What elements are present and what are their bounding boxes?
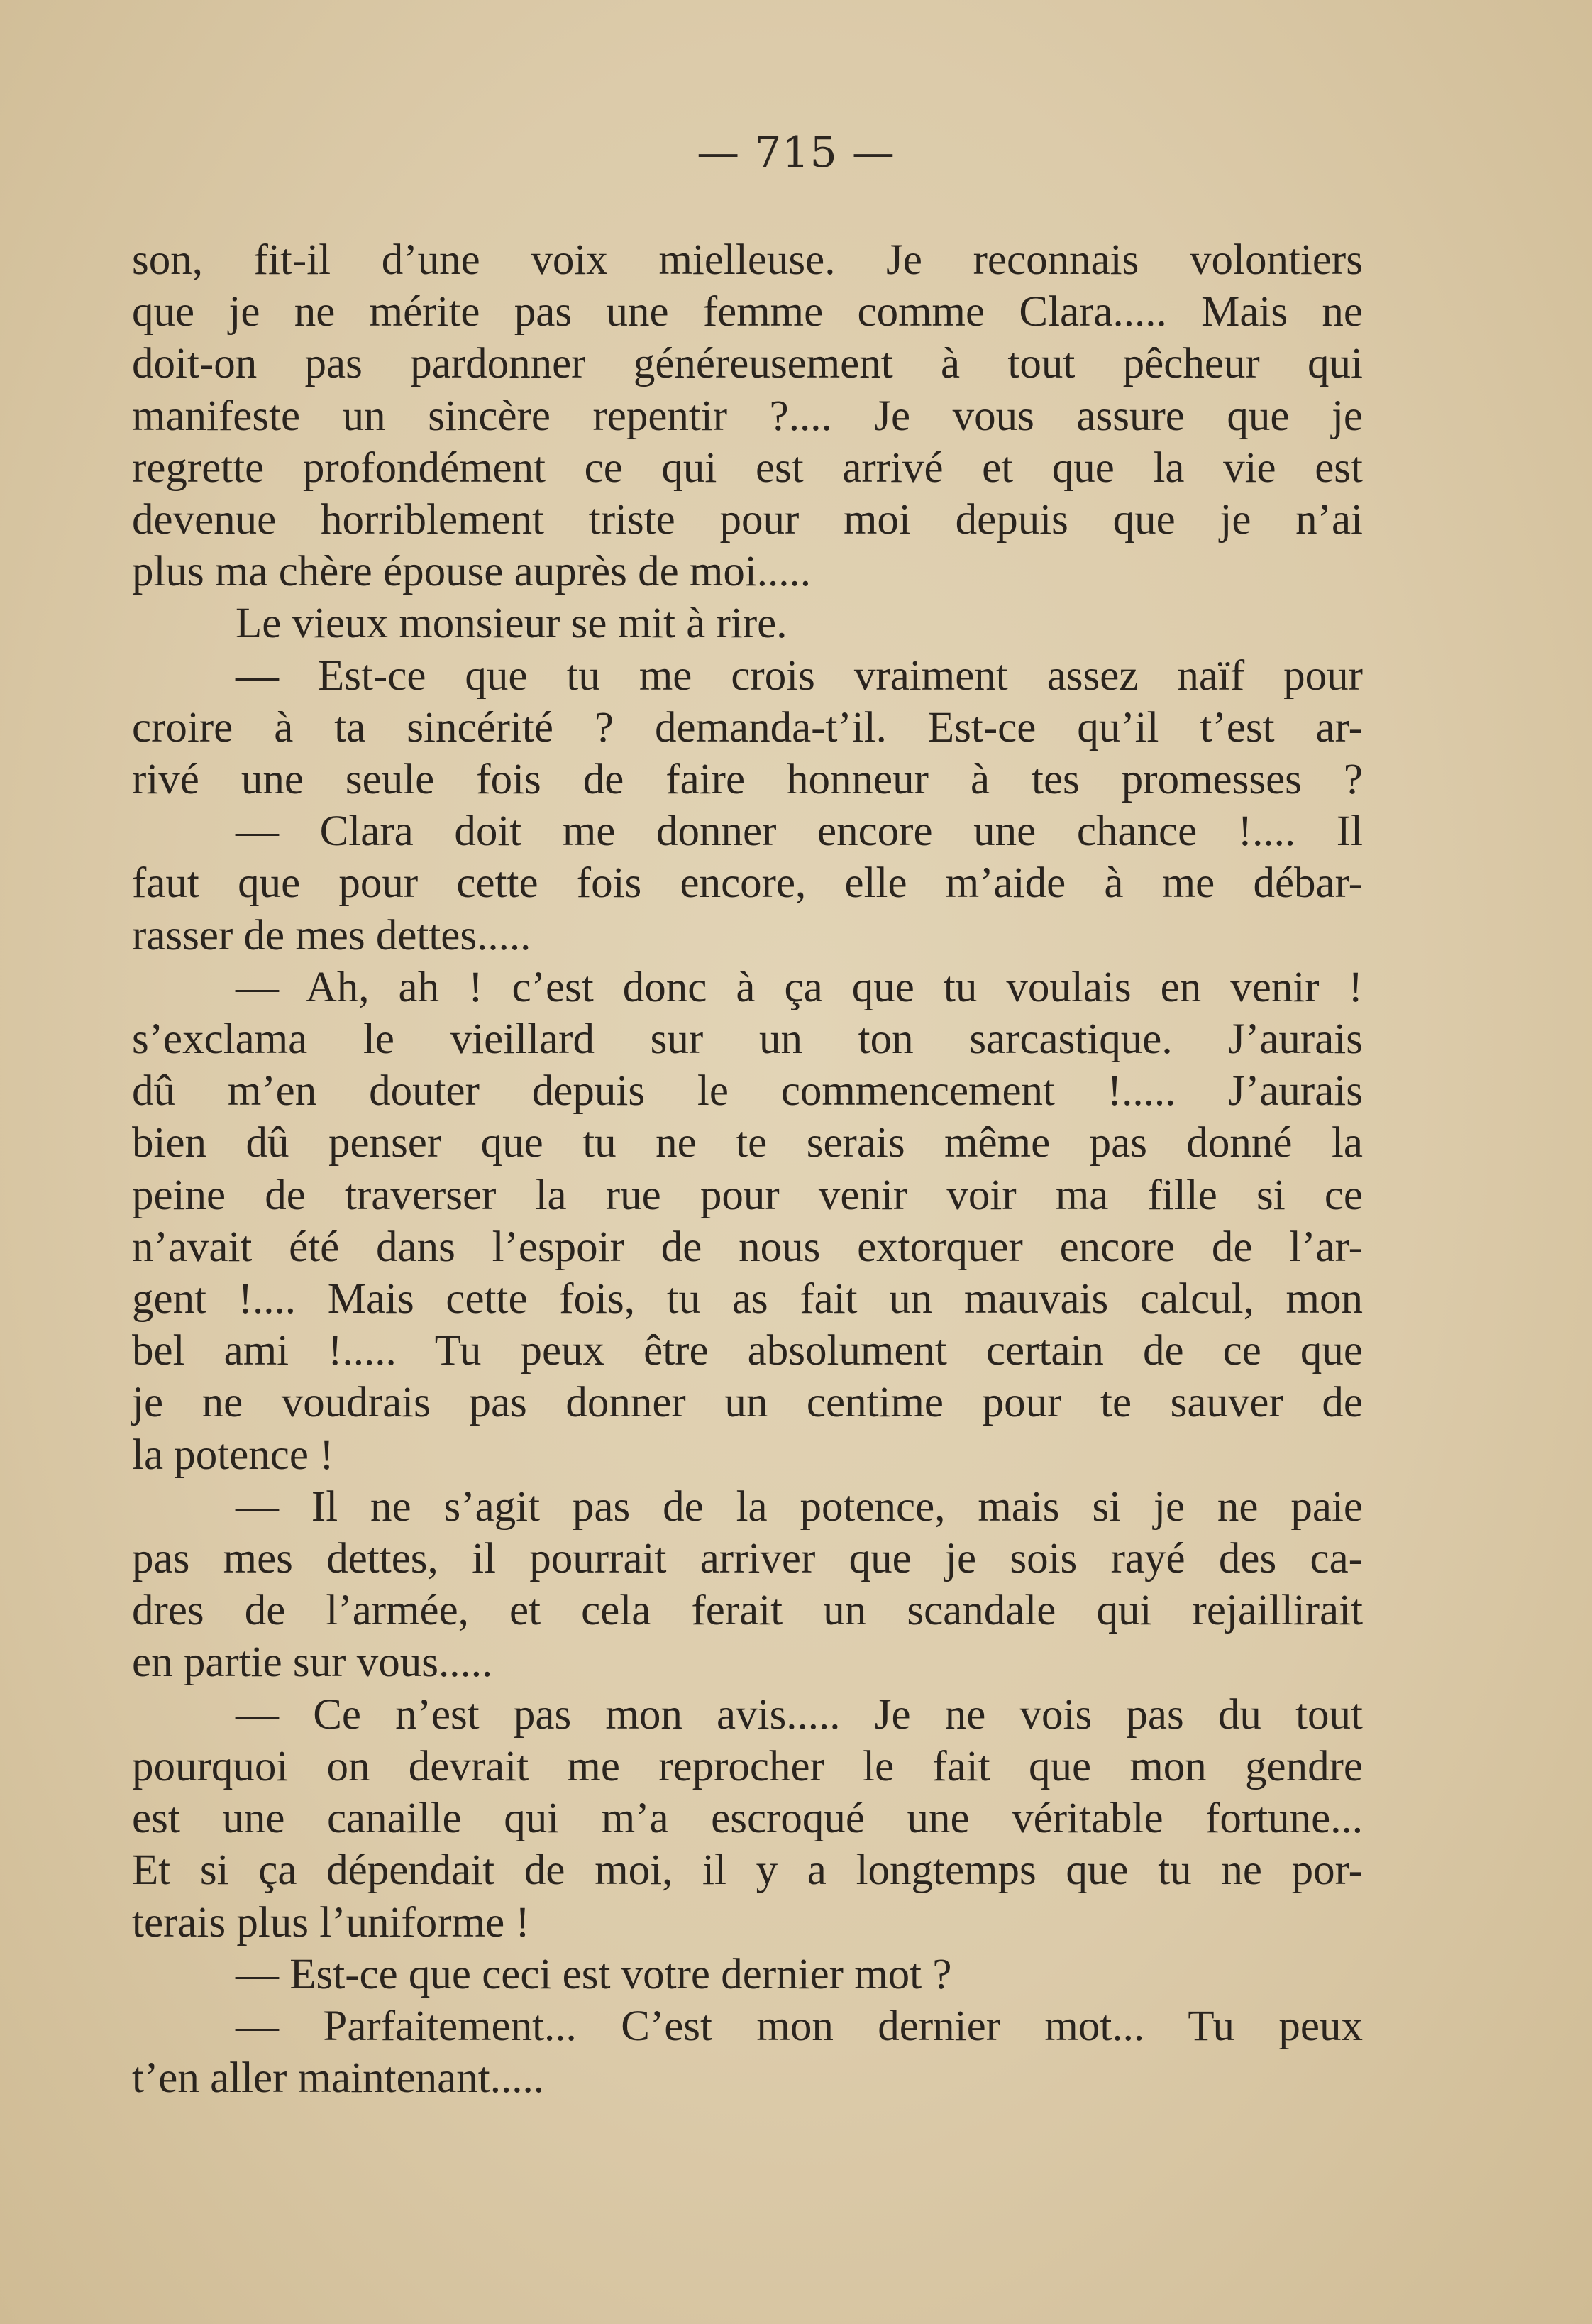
text-line: croire à ta sincérité ? demanda-t’il. Est-ce qu’il t’est ar- — [132, 703, 1363, 751]
text-line: t’en aller maintenant..... — [132, 2054, 544, 2103]
text-line: doit-on pas pardonner généreusement à tout pêcheur qui — [132, 340, 1363, 388]
text-line: devenue horriblement triste pour moi depuis que je n’ai — [132, 496, 1363, 544]
text-line: s’exclama le vieillard sur un ton sarcastique. J’aurais — [132, 1015, 1363, 1064]
text-line: rivé une seule fois de faire honneur à tes promesses ? — [132, 756, 1363, 804]
text-line: n’avait été dans l’espoir de nous extorquer encore de l’ar- — [132, 1223, 1363, 1271]
text-line: — Il ne s’agit pas de la potence, mais si je ne paie — [236, 1482, 1363, 1531]
text-line: bien dû penser que tu ne te serais même pas donné la — [132, 1119, 1363, 1167]
text-line: terais plus l’uniforme ! — [132, 1898, 530, 1946]
text-line: que je ne mérite pas une femme comme Clara..... Mais ne — [132, 288, 1363, 336]
text-line: peine de traverser la rue pour venir voir ma fille si ce — [132, 1171, 1363, 1219]
text-line: la potence ! — [132, 1431, 334, 1479]
text-line: plus ma chère épouse auprès de moi..... — [132, 548, 812, 596]
text-line: — Ce n’est pas mon avis..... Je ne vois pas du tout — [236, 1690, 1363, 1739]
text-line: — Parfaitement... C’est mon dernier mot... Tu peux — [236, 2002, 1363, 2050]
body-text — [132, 234, 1363, 2104]
text-line: — Ah, ah ! c’est donc à ça que tu voulais en venir ! — [236, 963, 1363, 1011]
page-number: — 715 — — [697, 128, 895, 177]
text-line: je ne voudrais pas donner un centime pour te sauver de — [132, 1379, 1363, 1427]
text-line: Et si ça dépendait de moi, il y a longtemps que tu ne por- — [132, 1846, 1363, 1895]
text-line: bel ami !..... Tu peux être absolument certain de ce que — [132, 1327, 1363, 1375]
text-line: — Est-ce que tu me crois vraiment assez naïf pour — [236, 651, 1363, 700]
text-line: rasser de mes dettes..... — [132, 911, 531, 959]
text-line: est une canaille qui m’a escroqué une véritable fortune... — [132, 1795, 1363, 1843]
text-line: faut que pour cette fois encore, elle m’aide à me débar- — [132, 859, 1363, 908]
text-line: en partie sur vous..... — [132, 1639, 493, 1687]
text-line: manifeste un sincère repentir ?.... Je vous assure que je — [132, 392, 1363, 440]
text-line: gent !.... Mais cette fois, tu as fait un mauvais calcul, mon — [132, 1275, 1363, 1323]
text-line: regrette profondément ce qui est arrivé et que la vie est — [132, 444, 1363, 492]
text-line: dû m’en douter depuis le commencement !..... J’aurais — [132, 1067, 1363, 1116]
text-line: dres de l’armée, et cela ferait un scandale qui rejaillirait — [132, 1587, 1363, 1635]
text-line: — Clara doit me donner encore une chance !.... Il — [236, 808, 1363, 856]
text-line: pas mes dettes, il pourrait arriver que je sois rayé des ca- — [132, 1535, 1363, 1583]
text-line: pourquoi on devrait me reprocher le fait que mon gendre — [132, 1742, 1363, 1790]
text-line: son, fit-il d’une voix mielleuse. Je reconnais volontiers — [132, 236, 1363, 284]
text-line: — Est-ce que ceci est votre dernier mot ? — [236, 1950, 952, 1998]
text-line: Le vieux monsieur se mit à rire. — [236, 600, 787, 648]
